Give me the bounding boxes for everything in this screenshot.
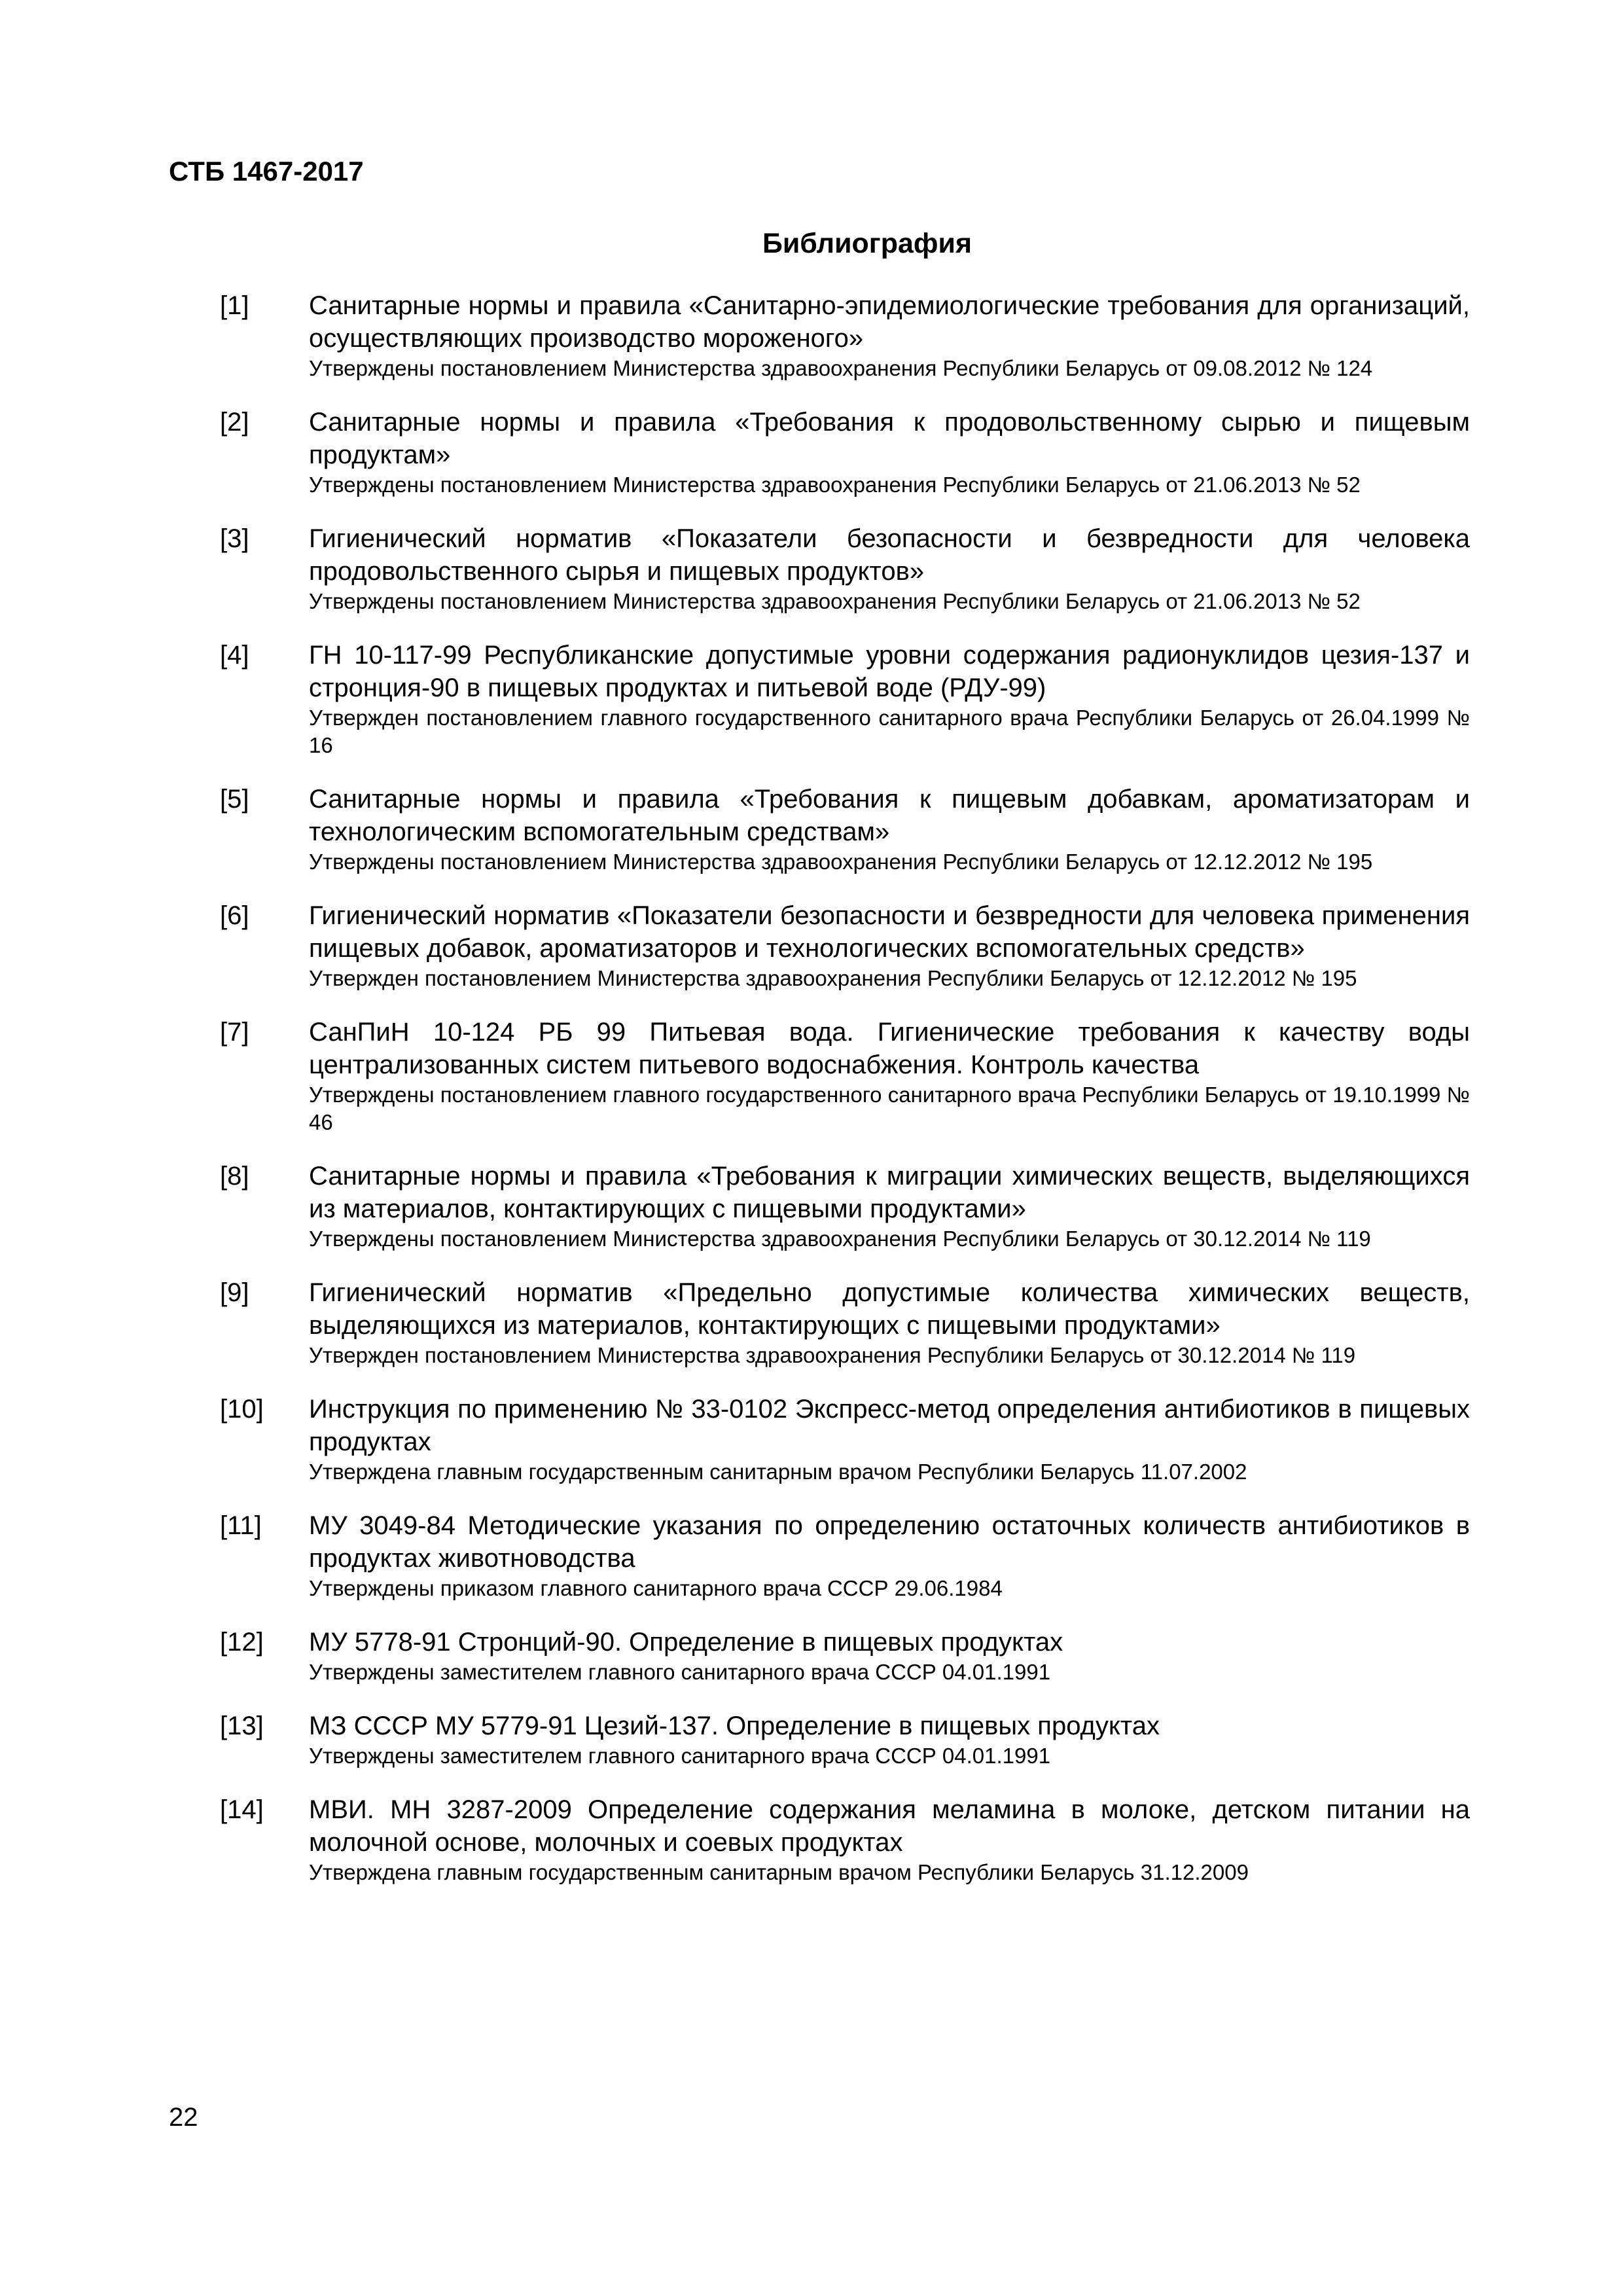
entry-title: МУ 5778-91 Стронций-90. Определение в пищевых продуктах	[309, 1628, 1063, 1657]
entry-title: Гигиенический норматив «Показатели безопасности и безвредности для человека продовольственного сырья и пищевых продуктов»	[309, 524, 1470, 586]
entry-approval-note: Утверждены заместителем главного санитарного врача СССР 04.01.1991	[309, 1660, 1051, 1684]
entry-body	[309, 1793, 1470, 1886]
entry-body	[309, 1626, 1470, 1686]
entry-number: [4]	[220, 641, 249, 670]
bibliography-entry	[220, 289, 1470, 382]
entry-number: [5]	[220, 785, 249, 814]
entry-title: Гигиенический норматив «Предельно допустимые количества химических веществ, выделяющихся из материалов, контактирующих с пищевыми продуктами»	[309, 1278, 1470, 1340]
entry-body	[309, 289, 1470, 382]
bibliography-entry	[220, 783, 1470, 876]
bibliography-list	[220, 289, 1470, 1910]
document-code: СТБ 1467-2017	[169, 156, 364, 187]
entry-approval-note: Утверждены приказом главного санитарного врача СССР 29.06.1984	[309, 1576, 1003, 1600]
entry-title: СанПиН 10-124 РБ 99 Питьевая вода. Гигиенические требования к качеству воды централизованных систем питьевого водоснабжения. Контроль качества	[309, 1018, 1470, 1079]
entry-approval-note: Утверждены постановлением Министерства здравоохранения Республики Беларусь от 30.12.2014 № 119	[309, 1227, 1371, 1251]
entry-title: Санитарные нормы и правила «Требования к пищевым добавкам, ароматизаторам и технологическим вспомогательным средствам»	[309, 785, 1470, 846]
bibliography-entry	[220, 1016, 1470, 1136]
bibliography-entry	[220, 1793, 1470, 1886]
entry-body	[309, 1276, 1470, 1369]
entry-title: МЗ СССР МУ 5779-91 Цезий-137. Определение в пищевых продуктах	[309, 1712, 1160, 1740]
page-number: 22	[169, 2103, 198, 2132]
entry-number: [10]	[220, 1395, 264, 1424]
entry-approval-note: Утвержден постановлением главного государственного санитарного врача Республики Беларусь от 26.04.1999 № 16	[309, 706, 1470, 757]
entry-number: [11]	[220, 1511, 262, 1540]
entry-number: [9]	[220, 1278, 249, 1307]
entry-title: Санитарные нормы и правила «Санитарно-эпидемиологические требования для организаций, осуществляющих производство мороженого»	[309, 291, 1470, 353]
bibliography-entry	[220, 1710, 1470, 1770]
bibliography-entry	[220, 899, 1470, 992]
entry-title: Санитарные нормы и правила «Требования к миграции химических веществ, выделяющихся из материалов, контактирующих с пищевыми продуктами»	[309, 1162, 1470, 1223]
bibliography-entry	[220, 1509, 1470, 1602]
bibliography-entry	[220, 639, 1470, 759]
entry-title: Санитарные нормы и правила «Требования к продовольственному сырью и пищевым продуктам»	[309, 408, 1470, 469]
entry-approval-note: Утверждена главным государственным санитарным врачом Республики Беларусь 31.12.2009	[309, 1860, 1249, 1884]
entry-body	[309, 783, 1470, 876]
entry-approval-note: Утверждена главным государственным санитарным врачом Республики Беларусь 11.07.2002	[309, 1460, 1247, 1484]
entry-body	[309, 899, 1470, 992]
entry-body	[309, 406, 1470, 499]
entry-body	[309, 1710, 1470, 1770]
entry-body	[309, 639, 1470, 759]
entry-number: [6]	[220, 901, 249, 930]
entry-number: [12]	[220, 1628, 264, 1657]
bibliography-entry	[220, 1393, 1470, 1486]
entry-title: МВИ. МН 3287-2009 Определение содержания меламина в молоке, детском питании на молочной основе, молочных и соевых продуктах	[309, 1795, 1470, 1857]
entry-title: Инструкция по применению № 33-0102 Экспресс-метод определения антибиотиков в пищевых продуктах	[309, 1395, 1470, 1456]
entry-number: [3]	[220, 524, 249, 553]
entry-approval-note: Утвержден постановлением Министерства здравоохранения Республики Беларусь от 30.12.2014 № 119	[309, 1343, 1356, 1367]
entry-approval-note: Утверждены постановлением Министерства здравоохранения Республики Беларусь от 21.06.2013 № 52	[309, 473, 1361, 497]
entry-approval-note: Утверждены заместителем главного санитарного врача СССР 04.01.1991	[309, 1744, 1051, 1768]
entry-body	[309, 1393, 1470, 1486]
entry-approval-note: Утверждены постановлением Министерства здравоохранения Республики Беларусь от 12.12.2012 № 195	[309, 850, 1373, 874]
bibliography-entry	[220, 522, 1470, 615]
bibliography-entry	[220, 1160, 1470, 1253]
entry-approval-note: Утверждены постановлением Министерства здравоохранения Республики Беларусь от 09.08.2012 № 124	[309, 356, 1373, 380]
entry-body	[309, 1016, 1470, 1136]
entry-approval-note: Утверждены постановлением Министерства здравоохранения Республики Беларусь от 21.06.2013 № 52	[309, 589, 1361, 613]
bibliography-entry	[220, 1276, 1470, 1369]
entry-number: [14]	[220, 1795, 264, 1824]
bibliography-entry	[220, 1626, 1470, 1686]
entry-body	[309, 1509, 1470, 1602]
entry-approval-note: Утвержден постановлением Министерства здравоохранения Республики Беларусь от 12.12.2012 № 195	[309, 966, 1357, 990]
entry-title: ГН 10-117-99 Республиканские допустимые уровни содержания радионуклидов цезия-137 и стронция-90 в пищевых продуктах и питьевой воде (РДУ-99)	[309, 641, 1470, 702]
entry-approval-note: Утверждены постановлением главного государственного санитарного врача Республики Беларусь от 19.10.1999 № 46	[309, 1083, 1470, 1134]
entry-title: Гигиенический норматив «Показатели безопасности и безвредности для человека применения пищевых добавок, ароматизаторов и технологических вспомогательных средств»	[309, 901, 1470, 963]
page-title: Библиография	[762, 228, 972, 259]
bibliography-entry	[220, 406, 1470, 499]
entry-body	[309, 522, 1470, 615]
entry-number: [7]	[220, 1018, 249, 1047]
entry-number: [1]	[220, 291, 249, 320]
entry-number: [13]	[220, 1712, 264, 1740]
entry-body	[309, 1160, 1470, 1253]
entry-title: МУ 3049-84 Методические указания по определению остаточных количеств антибиотиков в продуктах животноводства	[309, 1511, 1470, 1573]
entry-number: [8]	[220, 1162, 249, 1191]
entry-number: [2]	[220, 408, 249, 437]
